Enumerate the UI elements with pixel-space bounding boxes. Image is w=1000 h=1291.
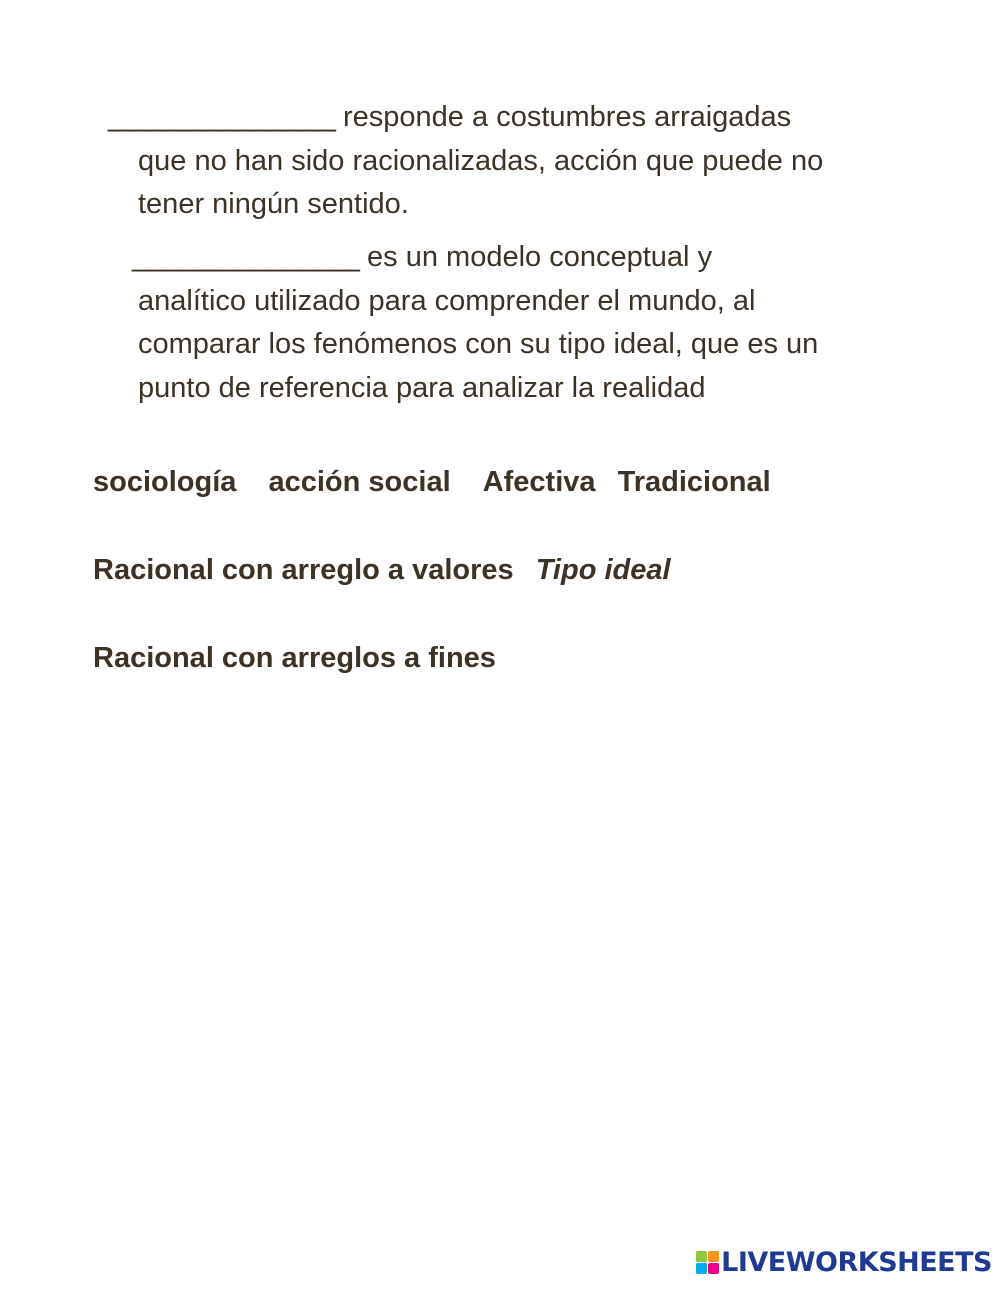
paragraph-2-line-2 [132,280,904,324]
word: conceptual [549,241,690,273]
word: modelo [446,241,542,273]
paragraph-traditional-action [108,96,904,227]
paragraph-1-line-2: que no han sido racionalizadas, acción que puede no [138,144,824,177]
word-bank-sociologia: sociología [93,466,237,498]
logo-square [708,1263,719,1274]
word: es [367,241,398,273]
paragraph-1-line-3: tener ningún sentido. [138,188,409,220]
word-bank-accion-social: acción social [268,466,451,498]
word: responde [343,101,464,133]
word: arraigadas [654,101,792,133]
paragraph-ideal-type [132,236,904,410]
liveworksheets-logo-icon [696,1251,719,1274]
word-bank-row-1 [93,466,771,499]
answer-blank-1[interactable]: _______________ [108,101,335,133]
logo-square [708,1251,719,1262]
word-bank-racional-fines: Racional con arreglos a fines [93,642,496,674]
word-bank-row-2 [93,554,671,587]
word: costumbres [496,101,647,133]
logo-square [696,1251,707,1262]
liveworksheets-logo [696,1247,992,1277]
word-bank-afectiva: Afectiva [482,466,596,498]
logo-text: LIVEWORKSHEETS [721,1246,992,1278]
paragraph-2-line-4: punto de referencia para analizar la realidad [138,371,706,404]
word: un [405,241,438,273]
word: a [472,101,489,133]
word-bank-tipo-ideal: Tipo ideal [535,554,671,586]
paragraph-1-line-1 [108,96,904,140]
word-bank-tradicional: Tradicional [617,466,771,498]
answer-blank-2[interactable]: _______________ [132,241,359,273]
logo-square [696,1263,707,1274]
word-bank-racional-valores: Racional con arreglo a valores [93,554,514,586]
word-bank-row-3 [93,642,496,675]
paragraph-2-line-2-text: analítico utilizado para comprender el mundo, al [138,284,756,317]
word: y [697,241,713,273]
paragraph-2-line-1 [132,236,904,280]
paragraph-2-line-3: comparar los fenómenos con su tipo ideal, que es un [138,328,819,360]
